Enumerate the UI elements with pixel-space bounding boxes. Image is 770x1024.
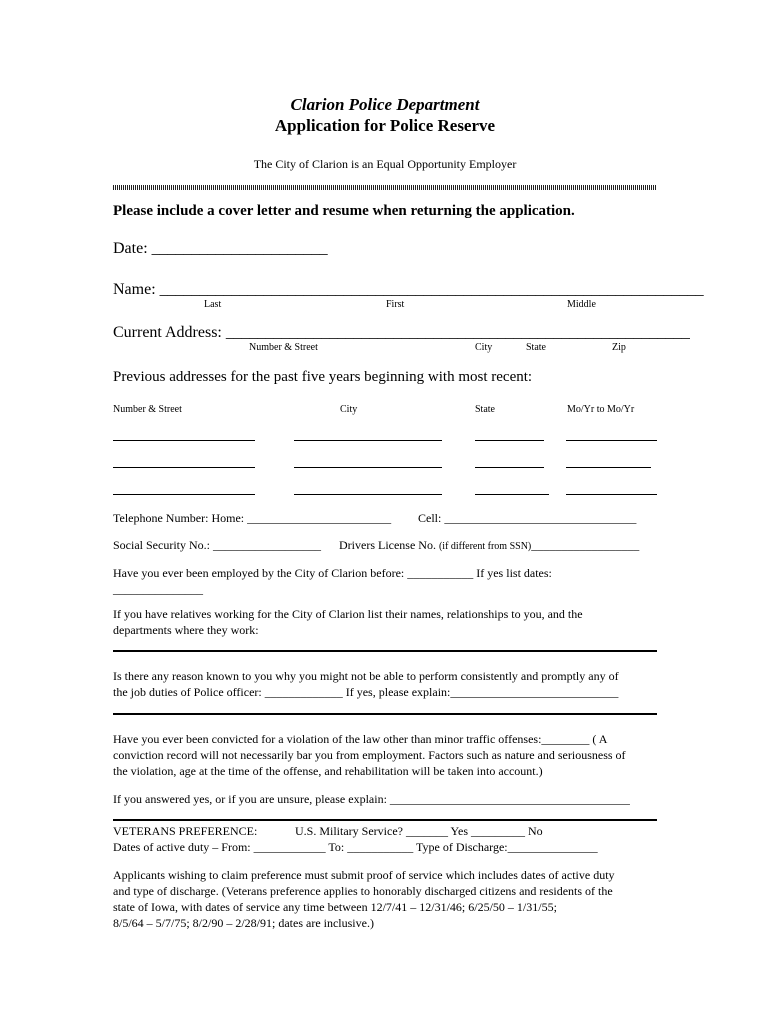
department-name: Clarion Police Department: [290, 95, 480, 114]
form-title: Application for Police Reserve: [274, 116, 496, 135]
name-field[interactable]: Name: ____________________________________________________________________: [113, 281, 704, 298]
dl-label: Drivers License No.: [339, 538, 436, 552]
col-state: State: [475, 404, 495, 415]
prev-dates-line[interactable]: [566, 440, 657, 441]
date-field[interactable]: Date: ______________________: [113, 240, 328, 257]
applicants-text-line4: 8/5/64 – 5/7/75; 8/2/90 – 2/28/91; dates are inclusive.): [113, 916, 374, 930]
address-sub-street: Number & Street: [249, 342, 318, 353]
name-sub-first: First: [386, 299, 405, 310]
drivers-license-field[interactable]: [339, 538, 639, 553]
conviction-question-line3: the violation, age at the time of the offense, and rehabilitation will be taken into account.): [113, 764, 543, 778]
previous-addresses-heading: Previous addresses for the past five years beginning with most recent:: [113, 369, 533, 385]
prev-state-line[interactable]: [475, 440, 544, 441]
address-sub-state: State: [526, 342, 546, 353]
dl-note: (if different from SSN): [438, 541, 532, 552]
employed-before-question[interactable]: Have you ever been employed by the City of Clarion before: ___________ If yes list dates:: [113, 566, 552, 580]
reason-question-line1: Is there any reason known to you why you might not be able to perform consistently and promptly any of: [113, 669, 619, 683]
prev-city-line[interactable]: [294, 494, 442, 495]
reason-question-line2[interactable]: the job duties of Police officer: _____________ If yes, please explain:____________________________: [113, 685, 619, 699]
applicants-text-line2: and type of discharge. (Veterans preference applies to honorably discharged citizens and residents of the: [113, 884, 613, 898]
applicants-text-line1: Applicants wishing to claim preference must submit proof of service which includes dates of active duty: [113, 868, 615, 882]
prev-street-line[interactable]: [113, 467, 255, 468]
prev-city-line[interactable]: [294, 440, 442, 441]
military-service-field[interactable]: U.S. Military Service? _______ Yes _________ No: [295, 824, 543, 838]
relatives-answer-line[interactable]: [113, 650, 657, 652]
prev-city-line[interactable]: [294, 467, 442, 468]
conviction-question-line2: conviction record will not necessarily bar you from employment. Factors such as nature and seriousness of: [113, 748, 626, 762]
home-phone-field[interactable]: Telephone Number: Home: ________________________: [113, 511, 392, 525]
prev-street-line[interactable]: [113, 494, 255, 495]
employed-dates-line[interactable]: _______________: [113, 582, 203, 596]
relatives-question-line1: If you have relatives working for the City of Clarion list their names, relationships to you, and the: [113, 607, 583, 621]
ssn-field[interactable]: Social Security No.: __________________: [113, 538, 321, 552]
prev-state-line[interactable]: [475, 467, 544, 468]
relatives-question-line2: departments where they work:: [113, 623, 259, 637]
col-street: Number & Street: [113, 404, 182, 415]
name-sub-middle: Middle: [567, 299, 596, 310]
explain-answer-line[interactable]: [113, 819, 657, 821]
explain-field[interactable]: If you answered yes, or if you are unsure, please explain: ________________________________________: [113, 792, 630, 806]
cell-phone-field[interactable]: Cell: ________________________________: [418, 511, 637, 525]
address-sub-zip: Zip: [612, 342, 626, 353]
eoe-statement: The City of Clarion is an Equal Opportunity Employer: [253, 157, 517, 171]
prev-dates-line[interactable]: [566, 494, 657, 495]
prev-street-line[interactable]: [113, 440, 255, 441]
address-sub-city: City: [475, 342, 493, 353]
col-city: City: [340, 404, 358, 415]
dl-line[interactable]: __________________: [531, 538, 640, 552]
reason-answer-line[interactable]: [113, 713, 657, 715]
instruction-text: Please include a cover letter and resume when returning the application.: [113, 203, 575, 219]
veterans-preference-label: VETERANS PREFERENCE:: [113, 824, 258, 838]
current-address-field[interactable]: Current Address: __________________________________________________________: [113, 324, 690, 341]
applicants-text-line3: state of Iowa, with dates of service any time between 12/7/41 – 12/31/46; 6/25/50 – 1/31/55;: [113, 900, 557, 914]
conviction-question-line1[interactable]: Have you ever been convicted for a violation of the law other than minor traffic offenses:________ ( A: [113, 732, 608, 746]
active-duty-dates-field[interactable]: Dates of active duty – From: ____________ To: ___________ Type of Discharge:_______________: [113, 840, 598, 854]
prev-dates-line[interactable]: [566, 467, 651, 468]
col-dates: Mo/Yr to Mo/Yr: [567, 404, 635, 415]
name-sub-last: Last: [204, 299, 222, 310]
dotted-divider: [113, 185, 657, 190]
prev-state-line[interactable]: [475, 494, 549, 495]
